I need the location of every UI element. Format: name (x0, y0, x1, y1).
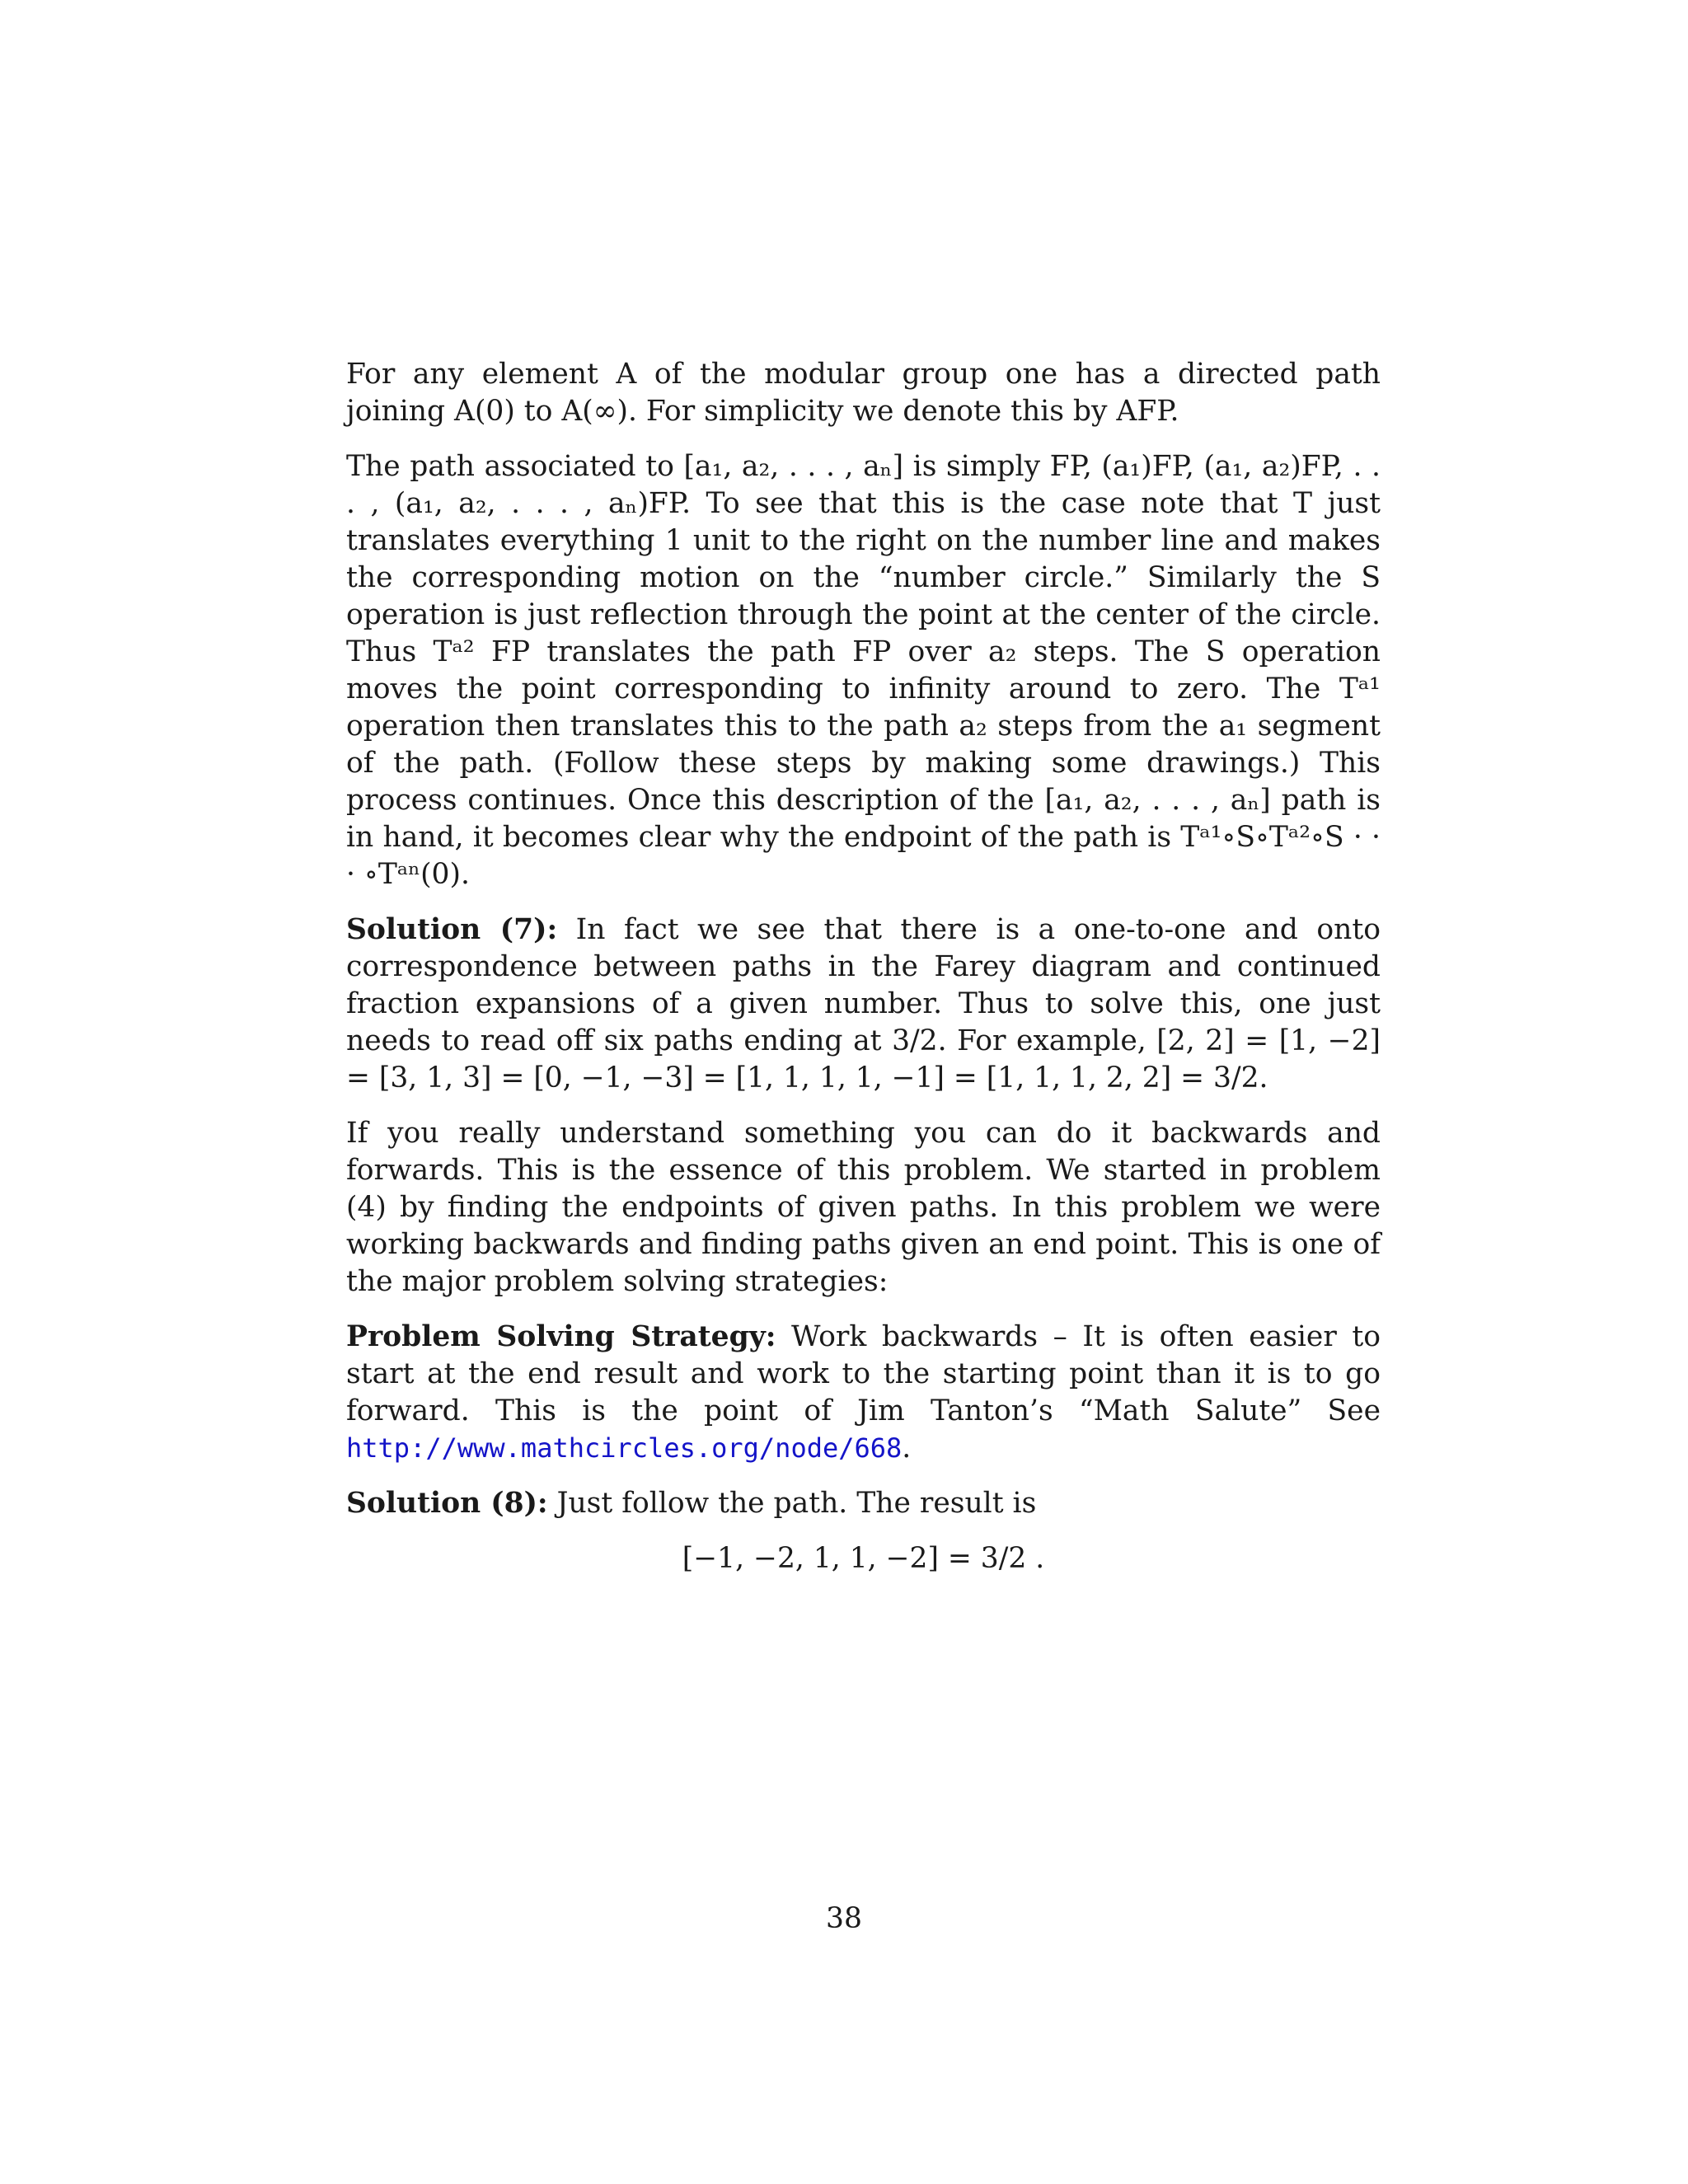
paragraph-solution-7 (346, 912, 1381, 1097)
paragraph-solution-8 (346, 1485, 1381, 1522)
paragraph-strategy (346, 1319, 1381, 1467)
math-salute-link[interactable]: http://www.mathcircles.org/node/668 (346, 1432, 903, 1464)
paragraph-modular-group: For any element A of the modular group one has a directed path joining A(0) to A(∞). For simplicity we denote this by AFP. (346, 358, 1381, 428)
paragraph-path-description: The path associated to [a₁, a₂, . . . , aₙ] is simply FP, (a₁)FP, (a₁, a₂)FP, . . . , (a₁, a₂, . . . , aₙ)FP. To see that this is the case note that T just translates everything 1 unit to the right on the number line and makes the corresponding motion on the “number circle.” Similarly the S operation is just reflection through the point at the center of the circle. Thus Tᵃ² FP translates the path FP over a₂ steps. The S operation moves the point corresponding to infinity around to zero. The Tᵃ¹ operation then translates this to the path a₂ steps from the a₁ segment of the path. (Follow these steps by making some drawings.) This process continues. Once this description of the [a₁, a₂, . . . , aₙ] path is in hand, it becomes clear why the endpoint of the path is Tᵃ¹∘S∘Tᵃ²∘S · · · ∘Tᵃⁿ(0). (346, 450, 1381, 891)
solution-7-text: In fact we see that there is a one-to-one and onto correspondence between paths in the Farey diagram and continued fraction expansions of a given number. Thus to solve this, one just needs to read off six paths ending at 3/2. For example, [2, 2] = [1, −2] = [3, 1, 3] = [0, −1, −3] = [1, 1, 1, 1, −1] = [1, 1, 1, 2, 2] = 3/2. (346, 913, 1381, 1094)
solution-8-heading: Solution (8): (346, 1487, 548, 1520)
strategy-text: Work backwards – It is often easier to start at the end result and work to the starting point than it is to go forward. This is the point of Jim Tanton’s “Math Salute” See (346, 1320, 1381, 1427)
display-equation: [−1, −2, 1, 1, −2] = 3/2 . (682, 1542, 1045, 1575)
paragraph-backwards-forwards: If you really understand something you can do it backwards and forwards. This is the essence of this problem. We started in problem (4) by finding the endpoints of given paths. In this problem we were working backwards and finding paths given an end point. This is one of the major problem solving strategies: (346, 1117, 1381, 1298)
page-number: 38 (826, 1902, 862, 1935)
strategy-end: . (902, 1432, 912, 1465)
solution-8-text: Just follow the path. The result is (547, 1487, 1037, 1520)
strategy-heading: Problem Solving Strategy: (346, 1320, 776, 1353)
solution-7-heading: Solution (7): (346, 913, 558, 946)
page-body (346, 356, 1381, 1577)
